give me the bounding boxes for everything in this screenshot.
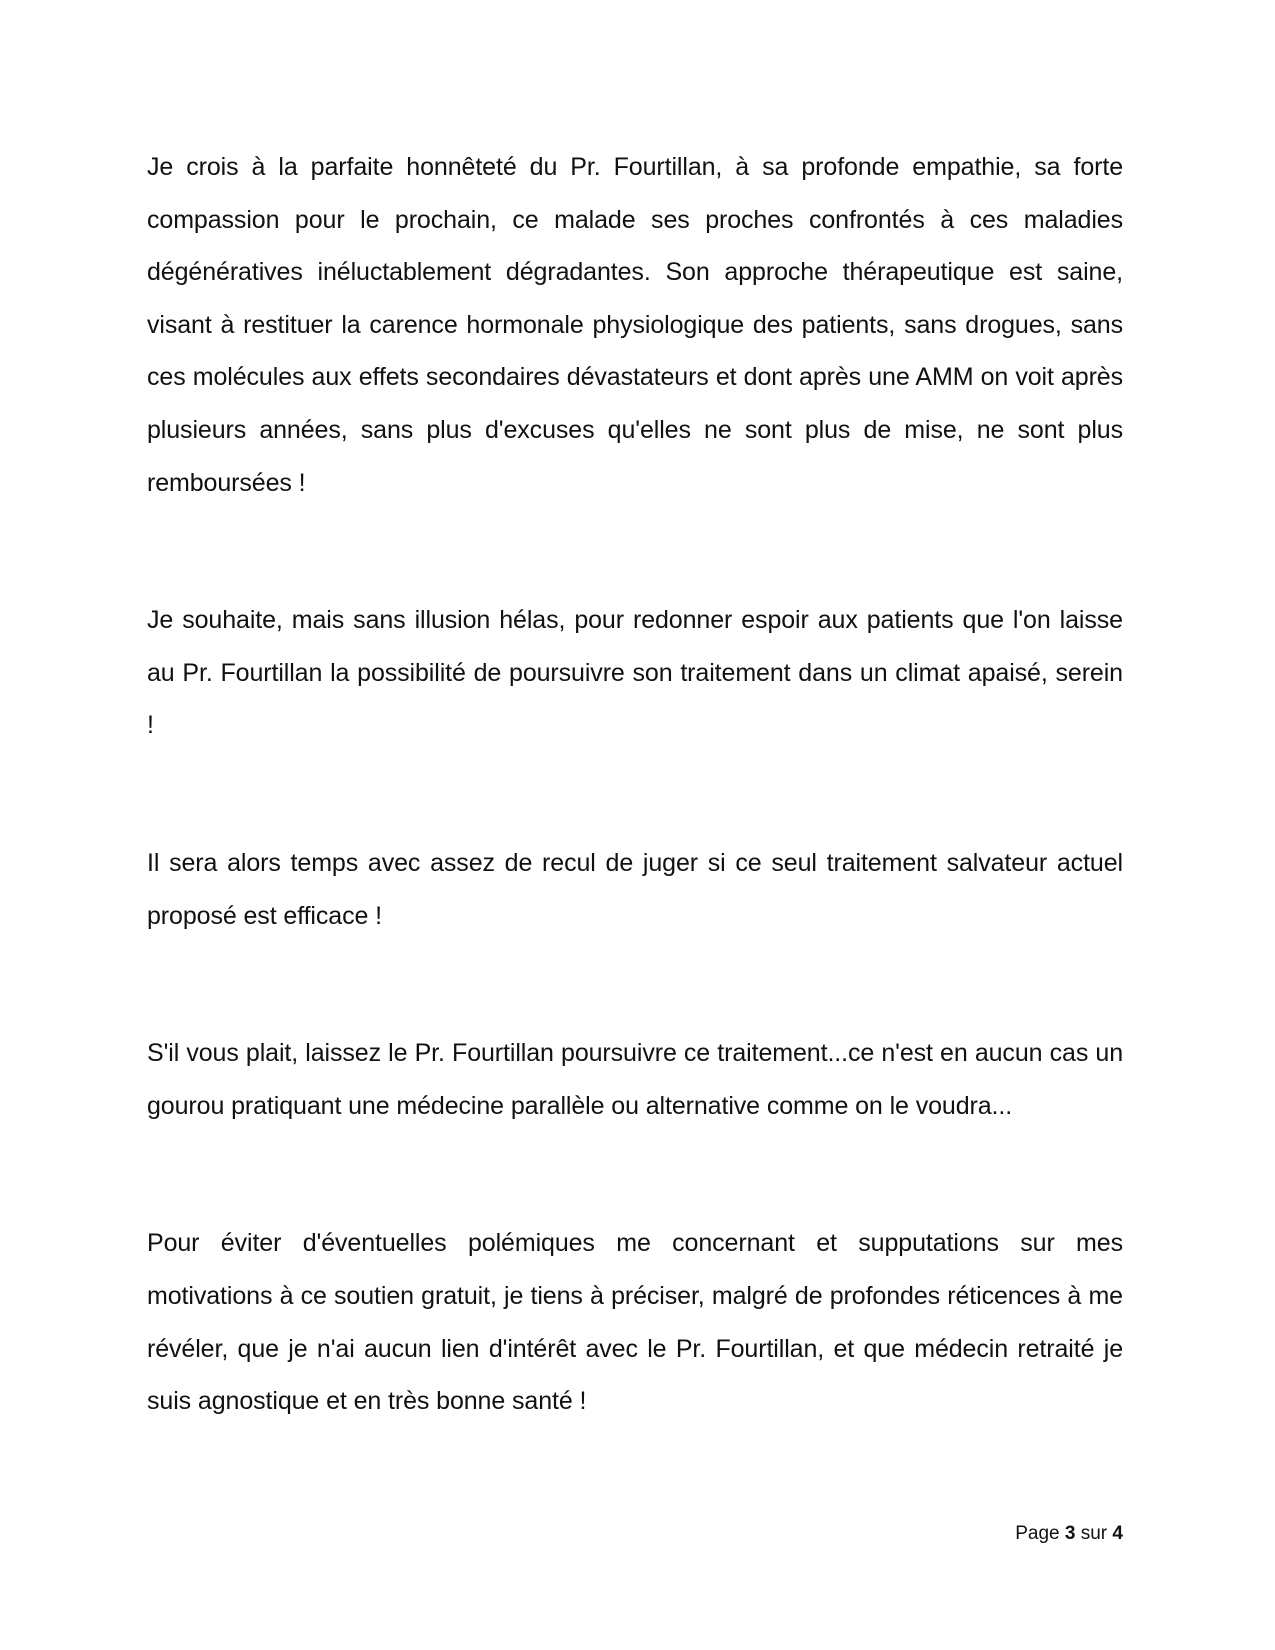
paragraph-4: S'il vous plait, laissez le Pr. Fourtillan poursuivre ce traitement...ce n'est en aucun cas un gourou pratiquant une médecine parallèle ou alternative comme on le voudra... bbox=[147, 1039, 1123, 1120]
paragraph-2: Je souhaite, mais sans illusion hélas, pour redonner espoir aux patients que l'on laisse au Pr. Fourtillan la possibilité de poursuivre son traitement dans un climat apaisé, serein ! bbox=[147, 606, 1123, 740]
paragraph-5: Pour éviter d'éventuelles polémiques me concernant et supputations sur mes motivations à ce soutien gratuit, je tiens à préciser, malgré de profondes réticences à me révéler, que je n'ai aucun lien d'intérêt avec le Pr. Fourtillan, et que médecin retraité je suis agnostique et en très bonne santé ! bbox=[147, 1229, 1123, 1416]
total-pages-number: 4 bbox=[1112, 1523, 1123, 1544]
page-label: Page bbox=[1015, 1523, 1060, 1544]
page-number-footer bbox=[1015, 1522, 1123, 1546]
current-page-number: 3 bbox=[1064, 1523, 1076, 1544]
of-label: sur bbox=[1080, 1523, 1108, 1544]
document-body bbox=[147, 141, 1123, 1428]
paragraph-1: Je crois à la parfaite honnêteté du Pr. Fourtillan, à sa profonde empathie, sa forte compassion pour le prochain, ce malade ses proches confrontés à ces maladies dégénératives inéluctablement dégradantes. Son approche thérapeutique est saine, visant à restituer la carence hormonale physiologique des patients, sans drogues, sans ces molécules aux effets secondaires dévastateurs et dont après une AMM on voit après plusieurs années, sans plus d'excuses qu'elles ne sont plus de mise, ne sont plus remboursées ! bbox=[147, 153, 1123, 497]
paragraph-3: Il sera alors temps avec assez de recul de juger si ce seul traitement salvateur actuel proposé est efficace ! bbox=[147, 848, 1123, 930]
